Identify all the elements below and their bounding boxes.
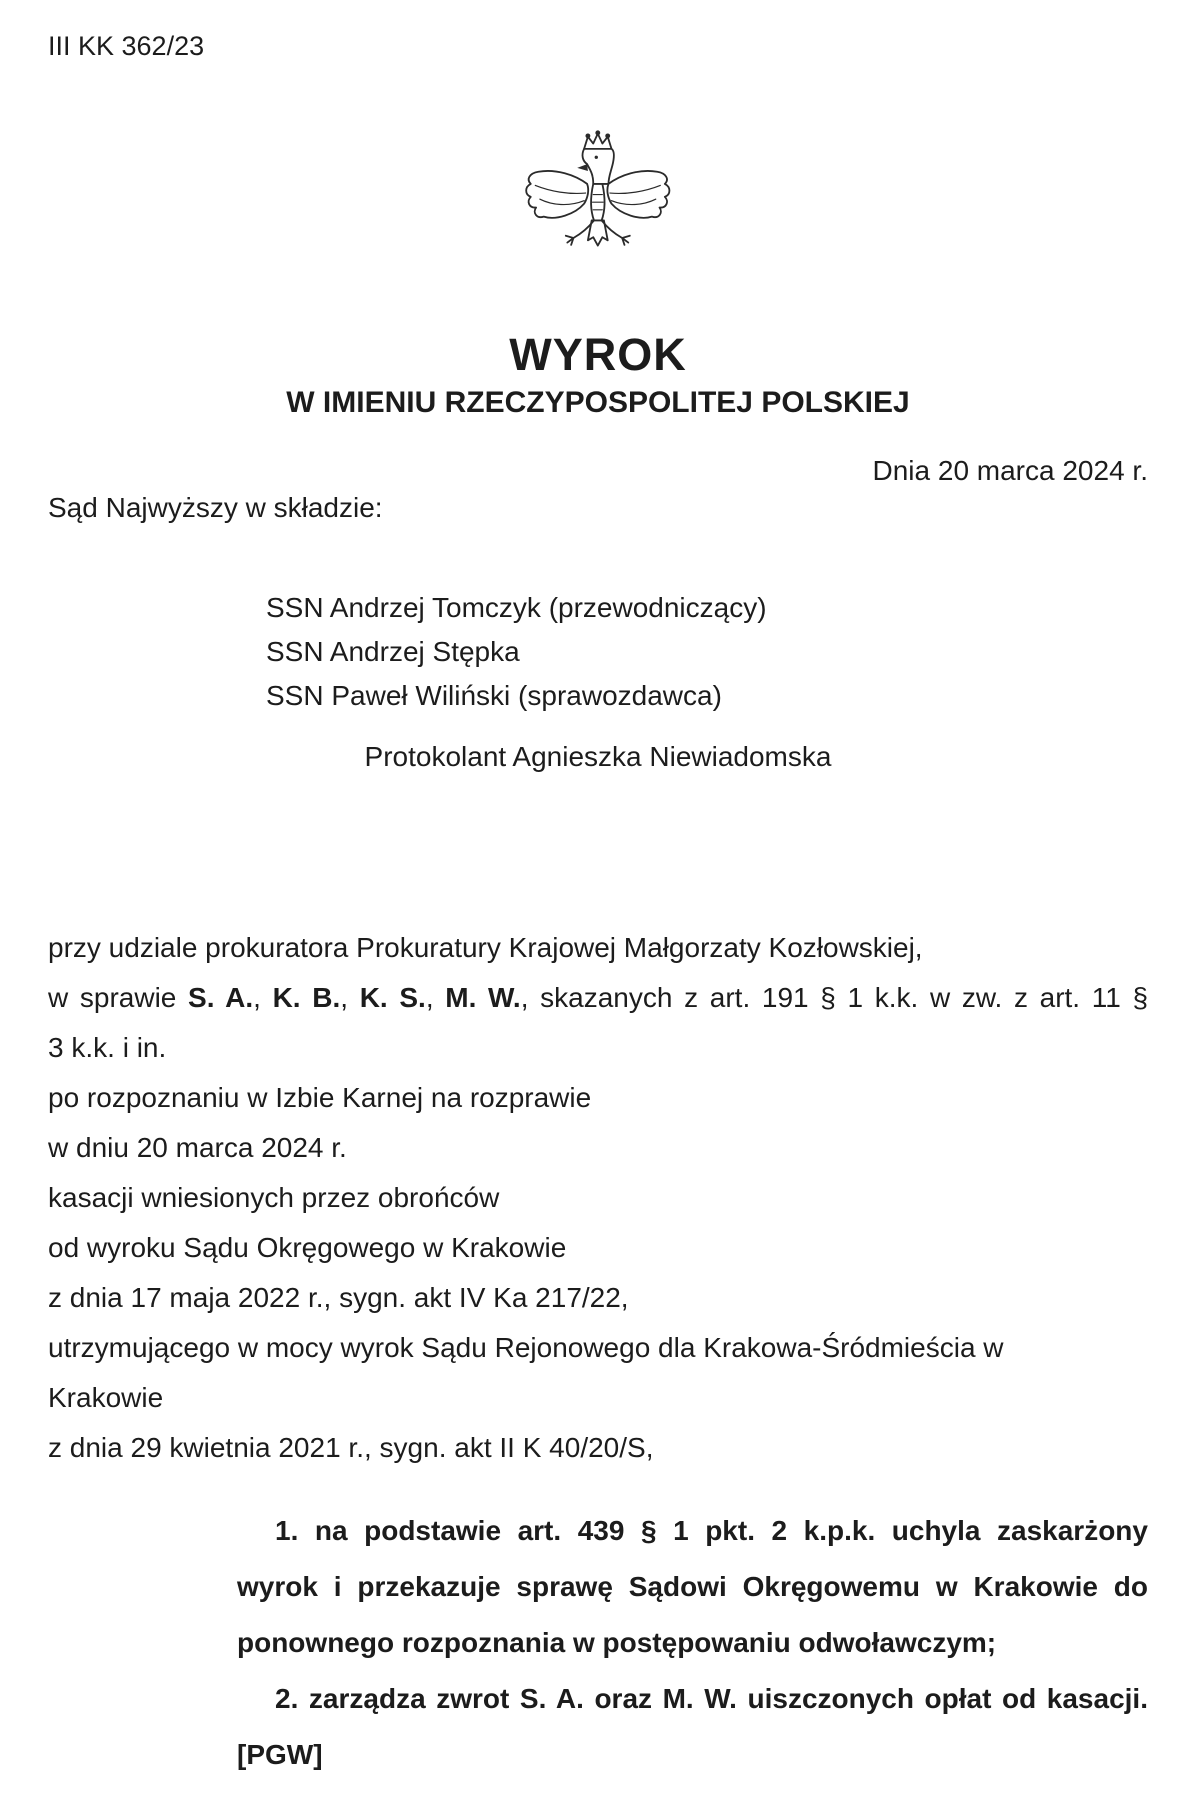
body-line [48,973,1148,1023]
body-text-segment: , skazanych z art. 191 § 1 k.k. w zw. z art. 11 § [520,982,1149,1013]
panel-heading: Sąd Najwyższy w składzie: [48,492,383,523]
body-line [48,1423,1148,1473]
body-line [48,923,1148,973]
judge-line: SSN Andrzej Stępka [266,636,520,667]
ruling-line: ponownego rozpoznania w postępowaniu odwoławczym; [237,1627,997,1658]
body-text-segment: po rozpoznaniu w Izbie Karnej na rozprawie [48,1082,592,1113]
ruling-text [237,1503,1148,1783]
defendant-initials: K. S. [359,982,426,1013]
body-text-segment: utrzymującego w mocy wyrok Sądu Rejonowego dla Krakowa-Śródmieścia w [48,1332,1004,1363]
body-text [48,923,1148,1473]
defendant-initials: M. W. [445,982,521,1013]
body-line [48,1223,1148,1273]
body-text-segment: przy udziale prokuratora Prokuratury Krajowej Małgorzaty Kozłowskiej, [48,932,923,963]
body-line [48,1173,1148,1223]
ruling-line: 2. zarządza zwrot S. A. oraz M. W. uiszczonych opłat od kasacji. [275,1683,1148,1714]
ruling-line: [PGW] [237,1739,323,1770]
body-line [48,1373,1148,1423]
judge-line: SSN Paweł Wiliński (sprawozdawca) [266,680,722,711]
clerk-line: Protokolant Agnieszka Niewiadomska [364,741,832,772]
judge-line: SSN Andrzej Tomczyk (przewodniczący) [266,592,767,623]
body-text-segment: , [425,982,446,1013]
defendant-initials: K. B. [272,982,341,1013]
emblem-wrap [48,126,1148,286]
document-title: WYROK [509,329,687,380]
date-line: Dnia 20 marca 2024 r. [872,455,1148,486]
body-line [48,1273,1148,1323]
case-number: III KK 362/23 [48,31,205,61]
body-text-segment: kasacji wniesionych przez obrońców [48,1182,500,1213]
body-line [48,1123,1148,1173]
judges-list [266,586,1148,718]
ruling-line: 1. na podstawie art. 439 § 1 pkt. 2 k.p.k. uchyla zaskarżony [275,1515,1148,1546]
body-text-segment: , [253,982,273,1013]
body-text-segment: z dnia 29 kwietnia 2021 r., sygn. akt II K 40/20/S, [48,1432,654,1463]
document-subtitle: W IMIENIU RZECZYPOSPOLITEJ POLSKIEJ [286,386,910,419]
body-text-segment: w sprawie [48,982,189,1013]
body-text-segment: 3 k.k. i in. [48,1032,167,1063]
body-text-segment: w dniu 20 marca 2024 r. [48,1132,347,1163]
body-text-segment: od wyroku Sądu Okręgowego w Krakowie [48,1232,567,1263]
body-line [48,1023,1148,1073]
body-line [48,1073,1148,1123]
ruling-line: wyrok i przekazuje sprawę Sądowi Okręgowemu w Krakowie do [237,1571,1148,1602]
polish-eagle-icon [514,273,682,290]
body-text-segment: , [340,982,360,1013]
body-line [48,1323,1148,1373]
body-text-segment: Krakowie [48,1382,164,1413]
body-text-segment: z dnia 17 maja 2022 r., sygn. akt IV Ka 217/22, [48,1282,629,1313]
defendant-initials: S. A. [188,982,254,1013]
